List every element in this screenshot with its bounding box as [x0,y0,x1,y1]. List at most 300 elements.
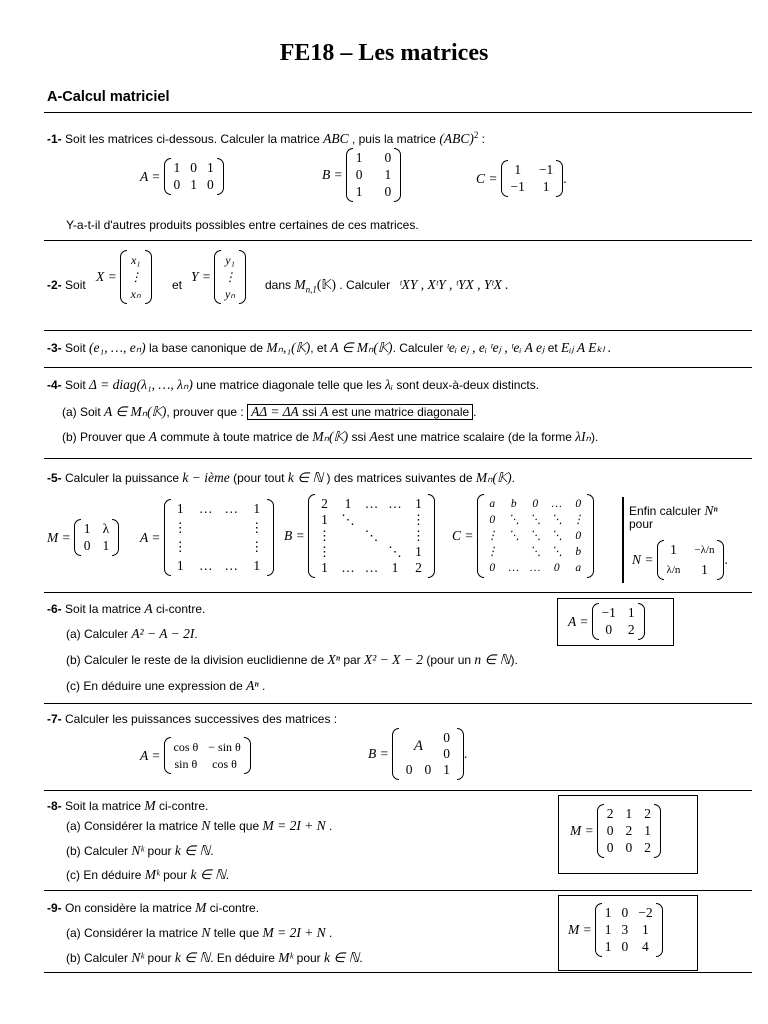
ex6-a-expr: A² − A − 2I [131,626,195,641]
ex9-b-kin: k ∈ ℕ [174,950,211,965]
matrix-cell: … [364,496,379,511]
ex6-number: -6- [47,602,62,616]
matrix-cell: 1 [391,560,399,575]
ex4-b-space: Mₙ(𝕂) [312,429,349,444]
matrix-cell: 1 [642,922,649,937]
ex4-number: -4- [47,378,62,392]
matrix-cell: 1 [514,162,522,177]
matrix-label: M = [47,529,71,545]
matrix-cell: 0 [575,530,582,542]
ex5-N-text [629,504,718,531]
divider [44,790,752,791]
ex9-a [66,926,332,940]
matrix-cell: cos θ [212,757,237,771]
matrix-A5 [140,499,274,576]
ex9-b-pour2: pour [296,951,321,965]
ex8-c-label: (c) En déduire [66,868,142,882]
ex9-text: ci-contre. [209,901,260,915]
ex1-text: Soit les matrices ci-dessous. Calculer la matrice [65,132,320,146]
matrix-cell: ⋱ [364,528,379,543]
matrix-A6 [568,603,645,640]
ex4-b-A2: A [369,429,378,444]
matrix-cell: cos θ [173,740,199,754]
matrix-cell: 1 [253,501,261,516]
matrix-cell: 1 [321,560,328,575]
matrix-cell: ⋱ [341,512,355,527]
ex8-text: ci-contre. [158,799,209,813]
matrix-cell: 0 [575,498,582,510]
ex9-text: On considère la matrice [65,901,192,915]
matrix-cell: … [508,562,519,574]
ex1-text: : [481,132,486,146]
ex5-text: (pour tout [233,471,285,485]
ex8-a-text: telle que [213,819,260,833]
matrix-cell: … [364,560,379,575]
matrix-cell: 1 [625,806,633,821]
ex2-number: -2- [47,278,62,292]
matrix-cell: x₁ [130,253,141,267]
ex4-text: sont deux-à-deux distincts. [396,378,540,392]
ex4-a-boxed-statement [247,404,473,420]
ex4-b-text: commute à toute matrice de [160,430,310,444]
ex5-text: ) des matrices suivantes de [326,471,473,485]
ex8-b-label: (b) Calculer [66,844,129,858]
ex5-kin: k ∈ ℕ [287,470,324,485]
ex3-last: Eᵢⱼ A Eₖₗ . [561,340,612,355]
matrix-cell: ⋱ [388,544,402,559]
matrix-cell [199,539,213,555]
ex9-b-label: (b) Calculer [66,951,129,965]
matrix-cell: 1 [627,605,635,620]
ex9-b-nk: Nᵏ [131,950,145,965]
ex5-text: Calculer la puissance [65,471,180,485]
ex4-a-box-A: A [320,404,329,419]
matrix-cell: −1 [601,605,616,620]
matrix-label: C = [452,528,474,543]
ex3-products: ᵗeᵢ eⱼ , eᵢ ᵗeⱼ , ᵗeᵢ A eⱼ [446,340,545,355]
matrix-cell: ⋱ [529,514,541,526]
ex1-abc: ABC [323,131,349,146]
matrix-cell: 1 [415,544,422,559]
ex9-b [66,951,363,965]
matrix-M8 [570,804,661,858]
ex6-c [66,679,265,693]
matrix-cell: ⋮ [486,546,498,558]
matrix-block: A [413,738,424,754]
matrix-cell: ⋮ [173,539,187,554]
matrix-cell: 1 [604,922,612,937]
matrix-cell: 1 [604,905,612,920]
matrix-cell: ⋮ [572,514,584,526]
matrix-cell: 0 [384,150,392,165]
ex8-b-end: . [210,844,214,858]
ex1-text: , puis la matrice [351,132,436,146]
ex8-b-kin: k ∈ ℕ [174,843,211,858]
ex8-a-N: N [201,818,211,833]
ex6-A: A [144,601,153,616]
ex6-b-poly: X² − X − 2 [364,652,424,667]
matrix-cell [388,512,402,528]
matrix-cell: 0 [489,514,496,526]
divider [44,330,752,331]
matrix-cell: ⋮ [317,528,332,543]
ex6-text: Soit la matrice [65,602,142,616]
matrix-cell: λ [102,521,110,536]
matrix-cell: 1 [83,521,91,536]
ex3-text: . Calculer [392,341,444,355]
matrix-cell: 1 [384,167,392,182]
matrix-cell: λ/n [666,564,681,576]
matrix-cell: 1 [443,762,450,777]
matrix-cell: 0 [207,177,214,192]
matrix-label: M = [568,922,592,937]
matrix-cell: 2 [644,806,651,821]
ex2-space-sub: n,1 [305,284,317,295]
matrix-cell: − sin θ [208,740,241,754]
divider [44,972,752,973]
ex3-space: Mₙ,₁(𝕂) [266,340,311,355]
ex1-question: Y-a-t-il d'autres produits possibles entre certaines de ces matrices. [66,218,419,232]
matrix-B5 [284,494,435,578]
ex3-text: la base canonique de [148,341,264,355]
ex9-b-text: . En déduire [210,951,275,965]
ex5-statement [47,471,515,485]
ex3-statement [47,341,611,355]
matrix-cell: 1 [355,150,363,165]
ex8-a [66,819,332,833]
ex4-b-ssi: ssi [351,430,367,444]
ex4-b-form: λIₙ [575,429,591,444]
ex8-intro [47,799,208,813]
matrix-cell: 1 [173,160,181,175]
ex9-M: M [195,900,207,915]
matrix-cell: 4 [642,939,649,954]
matrix-cell: … [388,496,402,511]
matrix-cell [365,512,379,528]
matrix-cell: 1 [644,823,651,838]
matrix-cell: … [224,501,238,516]
matrix-cell: 0 [621,939,629,954]
matrix-cell: ⋮ [486,530,498,542]
matrix-cell: 2 [627,622,635,637]
matrix-cell: 0 [553,562,560,574]
ex4-text: une matrice diagonale telle que les [196,378,382,392]
divider [44,240,752,241]
ex8-b [66,844,214,858]
ex3-text: et [547,341,558,355]
ex6-c-end: . [261,679,266,693]
ex5-N-sym: Nⁿ [704,503,718,518]
matrix-cell [199,520,213,536]
ex4-a-in: A ∈ Mₙ(𝕂) [104,404,167,419]
matrix-cell: … [199,558,213,573]
ex6-intro [47,602,205,616]
ex4-a-text: , prouver que : [166,405,244,419]
matrix-cell: 0 [625,840,633,855]
matrix-cell: a [575,562,582,574]
matrix-cell: ⋱ [551,546,563,558]
matrix-cell: ⋱ [551,530,563,542]
ex2-text: . Calculer [339,278,391,292]
ex6-c-label: (c) En déduire une expression de [66,679,243,693]
matrix-cell: −2 [638,905,653,920]
ex9-intro [47,901,259,915]
ex9-b-kin2: k ∈ ℕ [324,950,360,965]
matrix-cell: 0 [355,167,363,182]
ex6-b-label: (b) Calculer le reste de la division euclidienne de [66,653,325,667]
divider [44,703,752,704]
ex8-c [66,868,229,882]
ex6-a [66,627,198,641]
ex6-b-pour: (pour un [426,653,472,667]
matrix-cell: ⋮ [129,270,142,284]
matrix-cell: sin θ [174,757,198,771]
ex9-b-end: . [359,951,363,965]
matrix-cell: ⋱ [508,514,520,526]
matrix-C1 [476,160,567,197]
ex8-c-kin: k ∈ ℕ [190,867,226,882]
ex8-a-eq: M = 2I + N [262,818,326,833]
ex2-space-field: (𝕂) [316,277,337,292]
ex6-a-label: (a) Calculer [66,627,129,641]
matrix-cell: … [551,498,562,510]
ex5-end: . [511,471,516,485]
matrix-cell: a [489,498,496,510]
ex4-statement [47,378,539,392]
matrix-tail: . [563,170,567,186]
matrix-cell: 1 [604,939,612,954]
ex9-a-text: telle que [213,926,260,940]
matrix-cell: 2 [321,496,328,511]
ex4-b-text2: est une matrice scalaire (de la forme [377,430,572,444]
matrix-tail: . [724,552,728,567]
matrix-cell: 2 [625,823,633,838]
ex4-a-box-ssi: ssi [302,405,317,419]
matrix-A1 [140,158,224,195]
ex8-b-nk: Nᵏ [131,843,145,858]
matrix-cell: 0 [489,562,496,574]
ex3-basis: (e₁, …, eₙ) [89,340,146,355]
ex5-number: -5- [47,471,62,485]
ex8-M: M [144,798,156,813]
ex6-b-xn: Xⁿ [327,652,340,667]
ex6-b-end: ). [510,653,518,667]
matrix-cell: 1 [670,542,677,557]
matrix-cell: ⋱ [508,530,520,542]
ex4-b-end: ). [590,430,599,444]
matrix-cell [341,528,355,544]
ex6-a-end: . [194,627,198,641]
matrix-cell: y₁ [225,253,235,267]
matrix-cell: 2 [644,840,651,855]
matrix-cell: 2 [415,560,422,575]
matrix-cell: 1 [190,177,197,192]
ex4-delta: Δ = diag(λ₁, …, λₙ) [89,377,193,392]
ex1-statement [47,128,485,146]
ex6-text: ci-contre. [155,602,206,616]
matrix-label: B = [368,746,389,761]
ex1-exponent: 2 [473,130,479,140]
ex4-b-A: A [148,429,157,444]
matrix-cell: … [341,560,355,575]
matrix-cell: … [224,558,238,573]
matrix-cell: … [199,501,213,516]
matrix-cell: −1 [510,179,525,194]
divider [44,458,752,459]
ex7-number: -7- [47,712,62,726]
matrix-cell: ⋮ [411,528,426,543]
ex3-a-in: A ∈ Mₙ(𝕂) [330,340,393,355]
ex7-statement [47,712,337,726]
ex2-et: et [172,278,183,292]
matrix-cell: ⋮ [250,520,264,535]
matrix-cell [365,544,379,560]
divider-double-bar [622,497,624,583]
ex9-b-pour: pour [147,951,172,965]
matrix-cell: 1 [542,179,550,194]
matrix-label: B = [322,167,343,182]
matrix-label: B = [284,528,305,543]
divider [44,592,752,593]
ex4-b [62,430,598,444]
ex8-number: -8- [47,799,62,813]
ex6-c-an: Aⁿ [246,678,259,693]
ex4-a-box-text: est une matrice diagonale [331,405,470,419]
ex5-N-text2: pour [629,517,654,531]
matrix-cell: 0 [190,160,197,175]
matrix-cell: 0 [83,538,91,553]
matrix-cell: ⋮ [411,512,426,527]
ex4-a [62,405,477,419]
matrix-cell: 0 [605,622,613,637]
ex2-space: M [294,277,306,292]
matrix-cell: 0 [173,177,181,192]
ex9-b-mk: Mᵏ [278,950,294,965]
ex1-number: -1- [47,132,62,146]
matrix-label: M = [570,823,594,838]
matrix-cell: −1 [538,162,554,177]
ex3-number: -3- [47,341,62,355]
ex8-b-pour: pour [147,844,172,858]
matrix-N5 [632,540,728,580]
matrix-cell: 1 [355,184,363,199]
matrix-cell: xₙ [130,287,141,301]
ex7-text: Calculer les puissances successives des matrices : [65,712,338,726]
matrix-cell: 0 [443,730,450,745]
matrix-cell: 1 [102,538,110,553]
ex9-a-eq: M = 2I + N [262,925,326,940]
ex8-text: Soit la matrice [65,799,142,813]
matrix-cell: b [575,546,582,558]
matrix-cell: 0 [443,746,450,761]
matrix-cell: 1 [176,501,184,516]
matrix-cell: ⋮ [224,270,236,284]
ex3-text: Soit [65,341,86,355]
matrix-cell: 0 [405,762,413,777]
matrix-label: A = [140,529,161,545]
matrix-cell: 1 [176,558,184,573]
matrix-cell: 0 [424,762,432,777]
matrix-cell: 1 [415,496,422,511]
matrix-B1 [322,148,401,202]
ex6-b [66,653,518,667]
ex1-abc2: (ABC) [439,131,474,146]
matrix-cell: 0 [384,184,392,199]
matrix-cell: ⋮ [173,520,187,535]
matrix-cell: 2 [606,806,614,821]
matrix-cell: 1 [253,558,261,573]
matrix-cell: 3 [621,922,629,937]
ex4-a-label: (a) Soit [62,405,101,419]
matrix-cell: b [510,498,517,510]
ex2-products: ᵗXY , XᵗY , ᵗYX , YᵗX . [399,277,509,292]
ex4-text: Soit [65,378,86,392]
matrix-cell: 1 [207,160,214,175]
matrix-M9 [568,903,663,957]
matrix-cell: ⋮ [317,544,332,559]
matrix-cell: 0 [606,840,614,855]
matrix-cell: ⋮ [250,539,264,554]
matrix-cell: 0 [532,498,539,510]
section-title: A-Calcul matriciel [47,89,170,105]
ex9-a-N: N [201,925,211,940]
ex4-a-end: . [473,405,477,419]
divider [44,890,752,891]
matrix-cell [341,544,355,560]
ex8-c-pour: pour [163,868,188,882]
divider [44,112,752,113]
matrix-tail: . [463,746,468,761]
matrix-cell: 1 [701,562,708,577]
matrix-B7 [368,728,467,780]
matrix-M5 [47,519,119,556]
matrix-label: N = [632,552,654,567]
matrix-cell: 1 [321,512,328,527]
ex8-c-mk: Mᵏ [144,867,160,882]
matrix-cell: ⋱ [551,514,563,526]
matrix-cell [508,544,520,560]
matrix-A7 [140,737,251,774]
ex3-text: , et [310,341,327,355]
matrix-cell [225,539,239,555]
matrix-label: X = [96,269,117,284]
ex2-text: Soit [65,278,86,292]
matrix-label: Y = [191,269,211,284]
vector-X [96,250,152,304]
matrix-cell: 1 [344,496,352,511]
matrix-cell [225,520,239,536]
matrix-cell: yₙ [224,287,236,301]
matrix-C5 [452,494,594,578]
ex4-lambda: λᵢ [385,377,393,392]
matrix-label: A = [568,613,589,629]
page-title: FE18 – Les matrices [279,40,489,66]
ex8-c-end: . [225,868,230,882]
ex8-a-end: . [329,819,333,833]
ex9-a-label: (a) Considérer la matrice [66,926,199,940]
matrix-label: A = [140,747,161,763]
ex4-a-box-math: AΔ = ΔA [251,404,299,419]
matrix-label: C = [476,170,498,186]
ex5-k: k − ième [182,470,230,485]
matrix-cell: … [530,562,541,574]
matrix-cell: 0 [606,823,614,838]
ex5-space: Mₙ(𝕂) [475,470,512,485]
matrix-label: A = [140,168,161,184]
matrix-cell: ⋱ [529,546,541,558]
ex6-b-par: par [343,653,361,667]
matrix-cell: 0 [621,905,629,920]
